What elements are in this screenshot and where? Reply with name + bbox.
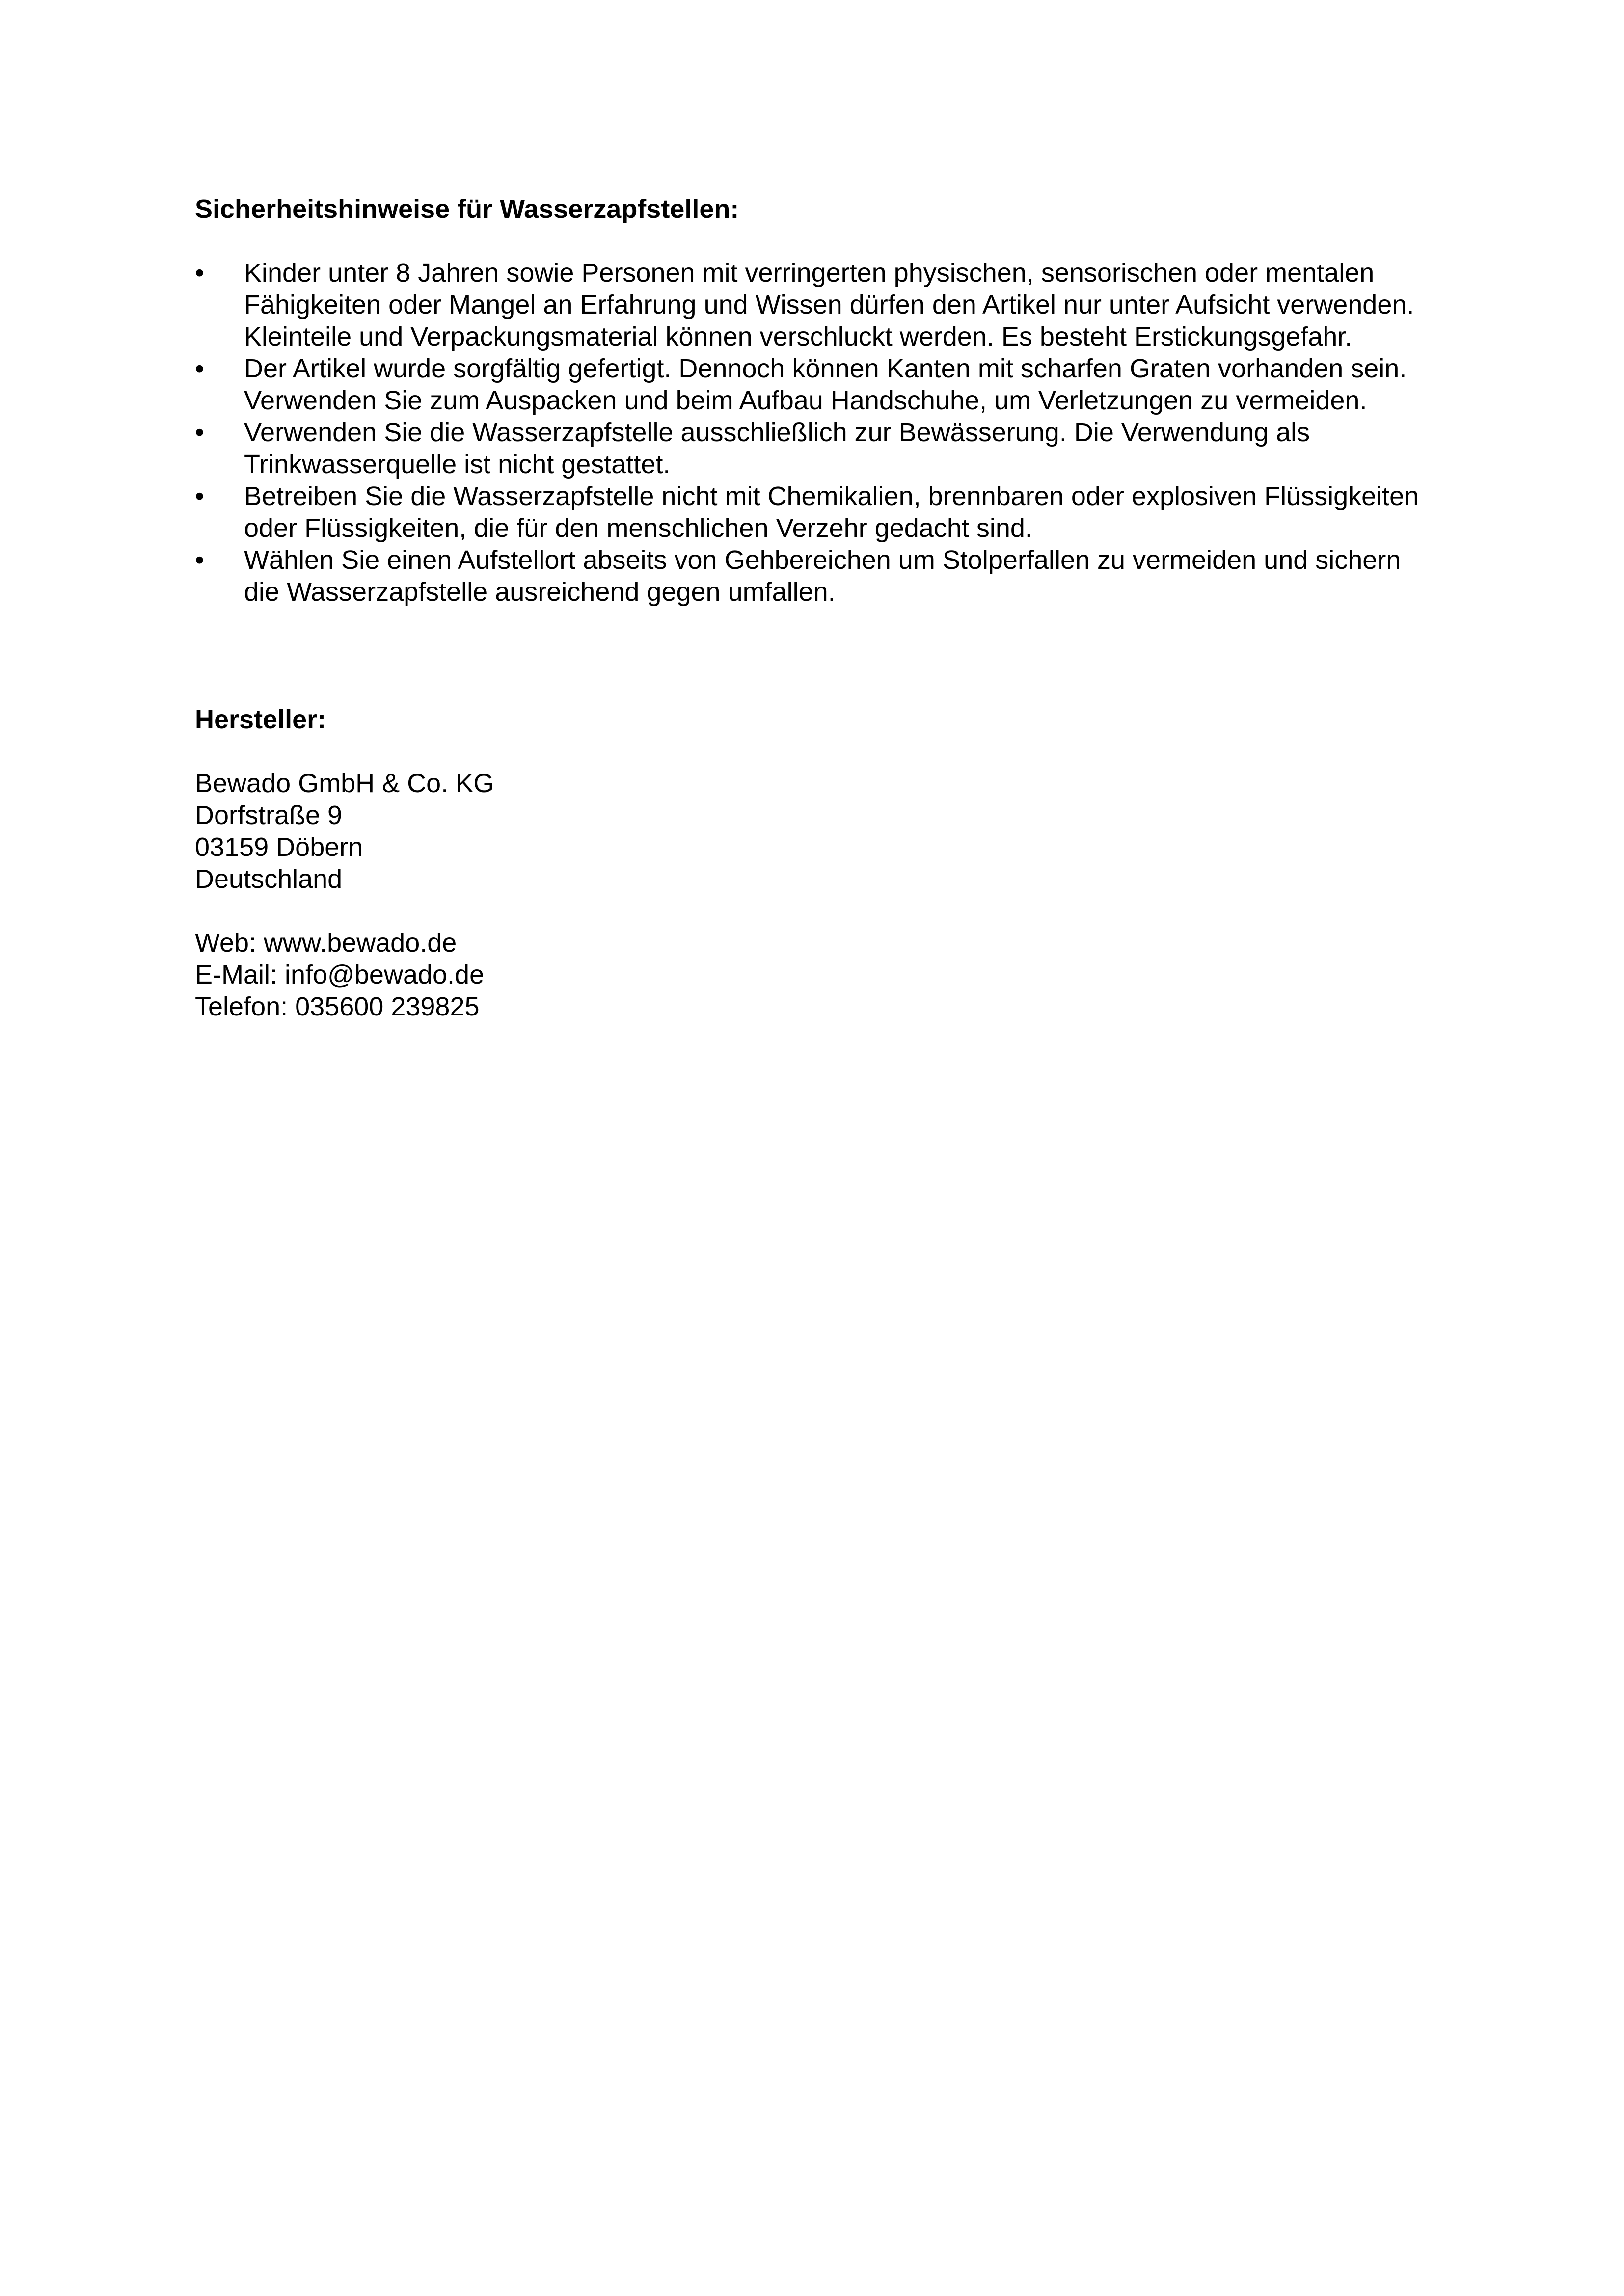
safety-item-text: Der Artikel wurde sorgfältig gefertigt. Dennoch können Kanten mit scharfen Graten vorhanden sein. Verwenden Sie zum Auspacken und beim Aufbau Handschuhe, um Verletzungen zu vermeiden. [244,354,1407,415]
bullet-icon: • [195,481,204,511]
safety-list [195,257,1432,608]
section-spacer [195,608,1432,704]
list-item [195,257,1432,353]
bullet-icon: • [195,354,204,383]
web-line: Web: www.bewado.de [195,928,457,958]
email-line: E-Mail: info@bewado.de [195,960,485,989]
manufacturer-address [195,768,1432,1023]
company-name: Bewado GmbH & Co. KG [195,769,494,798]
country-line: Deutschland [195,864,343,894]
manufacturer-heading: Hersteller: [195,705,326,734]
safety-heading: Sicherheitshinweise für Wasserzapfstellen: [195,194,739,224]
street-address: Dorfstraße 9 [195,801,343,830]
safety-item-text: Kinder unter 8 Jahren sowie Personen mit verringerten physischen, sensorischen oder mentalen Fähigkeiten oder Mangel an Erfahrung und Wissen dürfen den Artikel nur unter Aufsicht verwenden. Kleinteile und Verpackungsmaterial können verschluckt werden. Es besteht Erstickungsgefahr. [244,258,1414,351]
city-line: 03159 Döbern [195,832,363,862]
phone-line: Telefon: 035600 239825 [195,992,480,1021]
bullet-icon: • [195,545,204,575]
document-content [195,193,1432,1023]
bullet-icon: • [195,418,204,447]
list-item [195,544,1432,608]
safety-item-text: Wählen Sie einen Aufstellort abseits von Gehbereichen um Stolperfallen zu vermeiden und sichern die Wasserzapfstelle ausreichend gegen umfallen. [244,545,1401,607]
safety-item-text: Betreiben Sie die Wasserzapfstelle nicht mit Chemikalien, brennbaren oder explosiven Flüssigkeiten oder Flüssigkeiten, die für den menschlichen Verzehr gedacht sind. [244,481,1419,543]
bullet-icon: • [195,258,204,288]
list-item [195,417,1432,481]
list-item [195,353,1432,417]
list-item [195,481,1432,544]
safety-item-text: Verwenden Sie die Wasserzapfstelle ausschließlich zur Bewässerung. Die Verwendung als Trinkwasserquelle ist nicht gestattet. [244,418,1310,479]
blank-line [195,895,1432,927]
